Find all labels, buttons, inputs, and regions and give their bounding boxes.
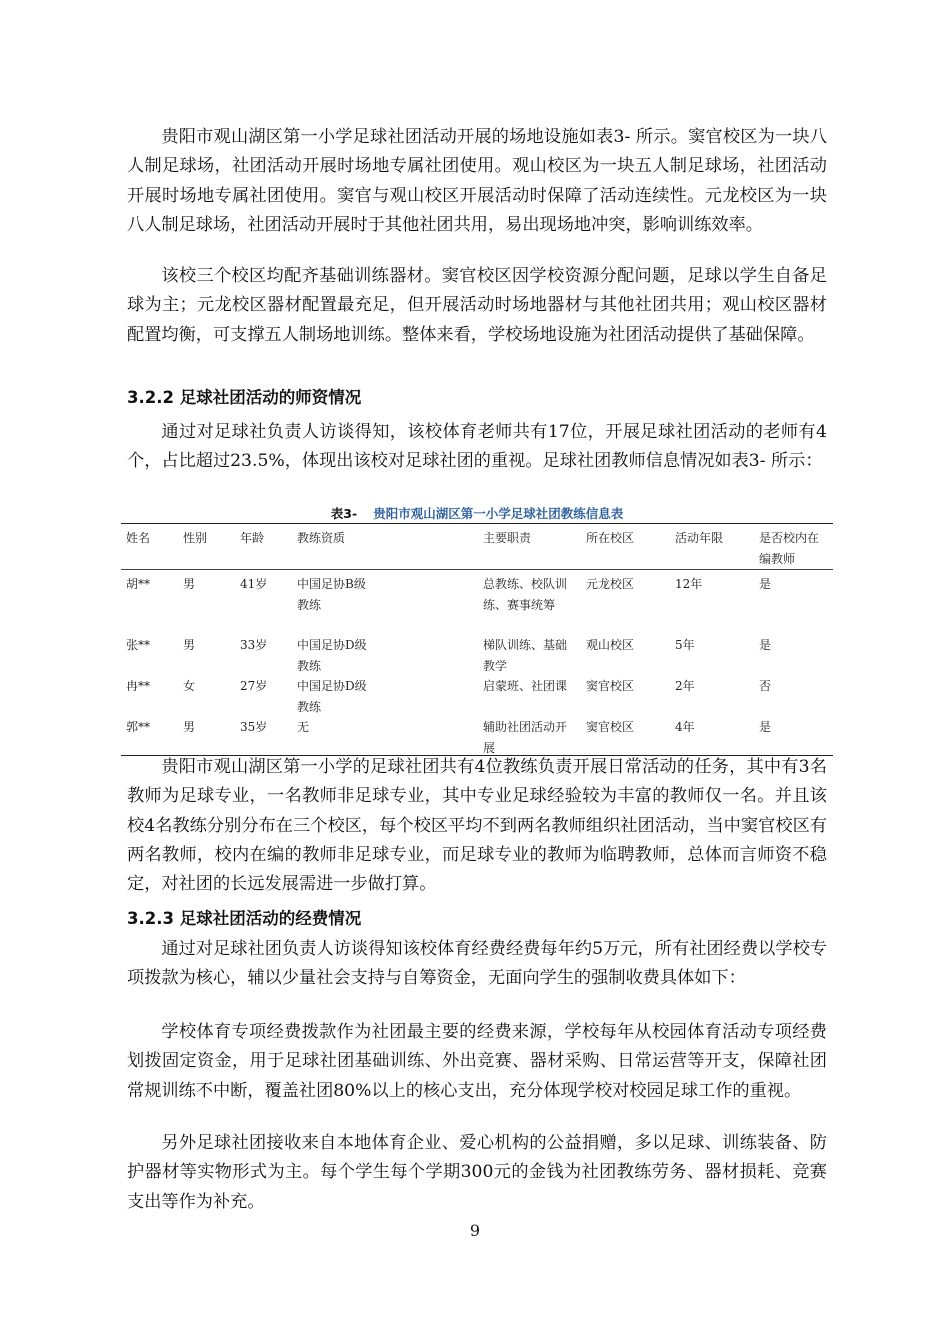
paragraph-special-funding: 学校体育专项经费拨款作为社团最主要的经费来源，学校每年从校园体育活动专项经费划拨固定资金，用于足球社团基础训练、外出竞赛、器材采购、日常运营等开支，保障社团常规训练不中断，覆盖社团80%以上的核心支出，充分体现学校对校园足球工作的重视。	[127, 1022, 827, 1101]
paragraph-donations: 另外足球社团接收来自本地体育企业、爱心机构的公益捐赠，多以足球、训练装备、防护器材等实物形式为主。每个学生每个学期300元的金钱为社团教练劳务、器材损耗、竞赛支出等作为补充。	[127, 1133, 827, 1212]
cell-years: 12年	[675, 577, 703, 591]
cell-qualification: 中国足协B级教练	[297, 577, 366, 612]
paragraph-venue-facilities: 贵阳市观山湖区第一小学足球社团活动开展的场地设施如表3- 所示。窦官校区为一块八人制足球场，社团活动开展时场地专属社团使用。观山校区为一块五人制足球场，社团活动开展时场地专属社团使用。窦官与观山校区开展活动时保障了活动连续性。元龙校区为一块八人制足球场，社团活动开展时于其他社团共用，易出现场地冲突，影响训练效率。	[127, 127, 827, 235]
cell-gender: 女	[183, 679, 196, 693]
table-row	[121, 570, 833, 631]
table-caption-title: 贵阳市观山湖区第一小学足球社团教练信息表	[373, 506, 624, 521]
cell-duties: 启蒙班、社团课	[483, 679, 568, 693]
cell-qualification: 无	[297, 720, 310, 734]
coach-info-table	[121, 523, 833, 756]
table-header-row	[121, 524, 833, 570]
cell-gender: 男	[183, 577, 196, 591]
cell-gender: 男	[183, 638, 196, 652]
cell-age: 41岁	[240, 577, 268, 591]
cell-age: 33岁	[240, 638, 268, 652]
cell-age: 35岁	[240, 720, 268, 734]
header-gender: 性别	[183, 531, 208, 545]
cell-qualification: 中国足协D级教练	[297, 679, 367, 714]
header-age: 年龄	[240, 531, 265, 545]
page-number: 9	[469, 1221, 481, 1240]
cell-name: 胡**	[126, 577, 151, 591]
header-campus: 所在校区	[586, 531, 635, 545]
cell-on-staff: 是	[759, 720, 772, 734]
paragraph-teacher-intro: 通过对足球社负责人访谈得知，该校体育老师共有17位，开展足球社团活动的老师有4个，占比超过23.5%，体现出该校对足球社团的重视。足球社团教师信息情况如表3- 所示：	[127, 422, 827, 472]
cell-duties: 总教练、校队训练、赛事统筹	[483, 577, 568, 612]
table-row	[121, 713, 833, 755]
cell-duties: 辅助社团活动开展	[483, 720, 568, 755]
cell-name: 郭**	[126, 720, 151, 734]
cell-on-staff: 是	[759, 638, 772, 652]
cell-campus: 窦官校区	[586, 720, 635, 734]
paragraph-funding-intro: 通过对足球社团负责人访谈得知该校体育经费经费每年约5万元，所有社团经费以学校专项拨款为核心，辅以少量社会支持与自筹资金，无面向学生的强制收费具体如下：	[127, 939, 827, 989]
cell-qualification: 中国足协D级教练	[297, 638, 367, 673]
cell-gender: 男	[183, 720, 196, 734]
header-years: 活动年限	[675, 531, 724, 545]
header-on-staff: 是否校内在编教师	[759, 531, 820, 566]
table-row	[121, 672, 833, 713]
header-duties: 主要职责	[483, 531, 532, 545]
cell-name: 冉**	[126, 679, 151, 693]
cell-campus: 元龙校区	[586, 577, 635, 591]
cell-name: 张**	[126, 638, 151, 652]
cell-on-staff: 否	[759, 679, 772, 693]
cell-on-staff: 是	[759, 577, 772, 591]
table-caption-number: 表3-	[330, 506, 358, 521]
paragraph-equipment: 该校三个校区均配齐基础训练器材。窦官校区因学校资源分配问题，足球以学生自备足球为主；元龙校区器材配置最充足，但开展活动时场地器材与其他社团共用；观山校区器材配置均衡，可支撑五人制场地训练。整体来看，学校场地设施为社团活动提供了基础保障。	[127, 266, 827, 345]
cell-years: 2年	[675, 679, 695, 693]
paragraph-teacher-summary: 贵阳市观山湖区第一小学的足球社团共有4位教练负责开展日常活动的任务，其中有3名教师为足球专业，一名教师非足球专业，其中专业足球经验较为丰富的教师仅一名。并且该校4名教练分别分布在三个校区，每个校区平均不到两名教师组织社团活动，当中窦官校区有两名教师，校内在编的教师非足球专业，而足球专业的教师为临聘教师，总体而言师资不稳定，对社团的长远发展需进一步做打算。	[127, 757, 827, 895]
table-caption	[127, 504, 827, 522]
header-name: 姓名	[126, 531, 151, 545]
section-heading-funding: 3.2.3 足球社团活动的经费情况	[127, 909, 362, 928]
cell-years: 5年	[675, 638, 695, 652]
cell-campus: 观山校区	[586, 638, 635, 652]
table-row	[121, 631, 833, 672]
cell-age: 27岁	[240, 679, 268, 693]
cell-years: 4年	[675, 720, 695, 734]
header-qualification: 教练资质	[297, 531, 346, 545]
cell-campus: 窦官校区	[586, 679, 635, 693]
cell-duties: 梯队训练、基础教学	[483, 638, 568, 673]
section-heading-teachers: 3.2.2 足球社团活动的师资情况	[127, 388, 362, 407]
